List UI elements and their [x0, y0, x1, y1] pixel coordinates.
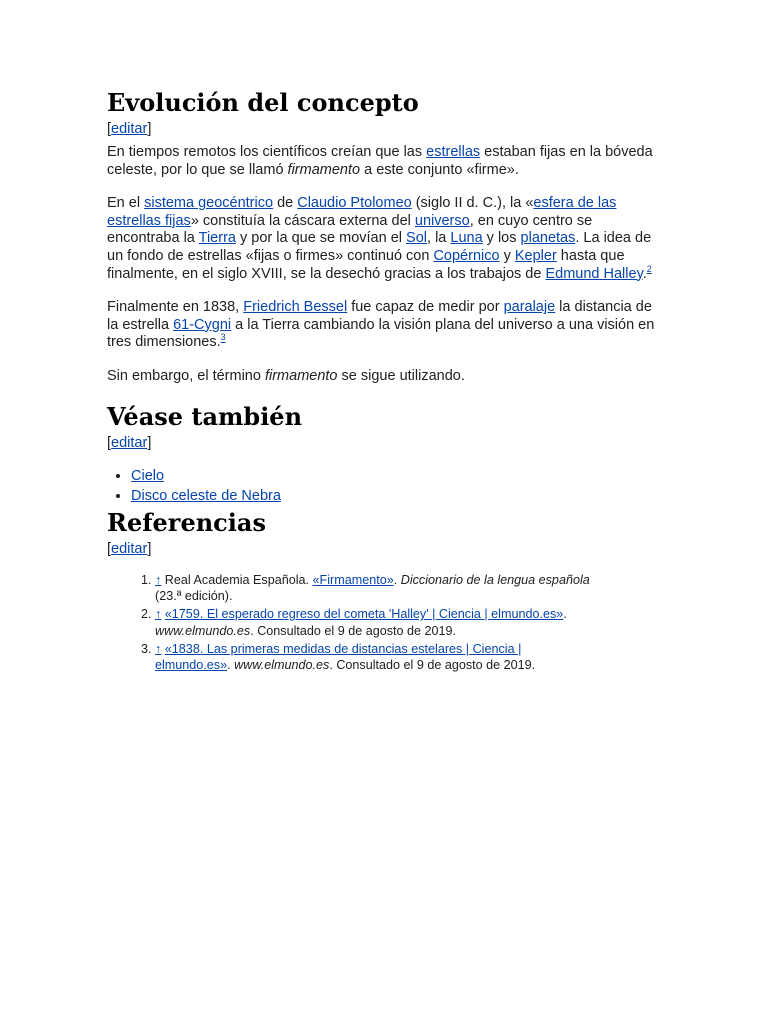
article-content: [107, 88, 655, 675]
link-tierra[interactable]: Tierra: [198, 230, 236, 247]
link-61-cygni[interactable]: 61-Cygni: [173, 316, 232, 333]
paragraph-3: Finalmente en 1838, Friedrich Bessel fue capaz de medir por paralaje la distancia de la estrella 61-Cygni a la Tierra cambiando la visión plana del universo a una visión en tres dimensiones.$^3$: [107, 299, 655, 351]
edit-link-referencias[interactable]: editar: [111, 540, 148, 557]
footnote-ref-3[interactable]: 3: [220, 332, 226, 343]
section-heading-evolucion: Evolución del concepto: [107, 88, 419, 117]
reference-item: 2. ↑ «1759. El esperado regreso del cometa 'Halley' | Ciencia | elmundo.es». www.elmundo.es. Consultado el 9 de agosto de 2019.: [155, 606, 595, 639]
paragraph-2: En el sistema geocéntrico de Claudio Ptolomeo (siglo II d. C.), la «esfera de las estrellas fijas» constituía la cáscara externa del universo, en cuyo centro se encontraba la Tierra y por la que se movían el Sol, la Luna y los planetas. La idea de un fondo de estrellas «fijas o firmes» continuó con Copérnico y Kepler hasta que finalmente, en el siglo XVIII, se la desechó gracias a los trabajos de Edmund Halley.$^2$: [107, 195, 652, 282]
edit-section-link-wrapper: [editar]: [107, 540, 152, 557]
link-planetas[interactable]: planetas: [520, 230, 576, 247]
link-esfera-estrellas-fijas[interactable]: esfera de las estrellas fijas: [107, 195, 617, 229]
see-also-list: [107, 466, 655, 506]
link-cielo[interactable]: Cielo: [131, 467, 165, 484]
link-friedrich-bessel[interactable]: Friedrich Bessel: [243, 299, 348, 316]
reference-link[interactable]: «1838. Las primeras medidas de distancias estelares | Ciencia | elmundo.es»: [155, 641, 522, 673]
link-estrellas[interactable]: estrellas: [426, 144, 481, 160]
link-kepler[interactable]: Kepler: [514, 247, 557, 264]
list-item: [131, 486, 655, 506]
list-item: [131, 466, 655, 486]
link-paralaje[interactable]: paralaje: [503, 299, 556, 316]
paragraph-4: Sin embargo, el término firmamento se sigue utilizando.: [107, 367, 465, 384]
edit-link-evolucion[interactable]: editar: [111, 121, 148, 137]
edit-section-link-wrapper: [editar]: [107, 434, 152, 451]
section-heading-vease-tambien: Véase también: [107, 401, 303, 431]
reference-item: 1. ↑ Real Academia Española. «Firmamento». Diccionario de la lengua española (23.ª edición).: [155, 572, 595, 605]
link-edmund-halley[interactable]: Edmund Halley: [545, 265, 643, 282]
references-list: [107, 572, 595, 674]
link-sistema-geocentrico[interactable]: sistema geocéntrico: [144, 195, 274, 212]
reference-link[interactable]: «Firmamento»: [312, 572, 394, 587]
edit-section-link-wrapper: [editar]: [107, 121, 152, 137]
backlink-arrow[interactable]: ↑: [155, 607, 162, 622]
link-sol[interactable]: Sol: [406, 230, 428, 247]
paragraph-1: En tiempos remotos los científicos creían que las estrellas estaban fijas en la bóveda celeste, por lo que se llamó firmamento a este conjunto «firme».: [107, 144, 653, 178]
backlink-arrow[interactable]: ↑: [155, 641, 162, 656]
link-disco-celeste-nebra[interactable]: Disco celeste de Nebra: [131, 487, 281, 504]
backlink-arrow[interactable]: ↑: [155, 572, 162, 587]
link-copernico[interactable]: Copérnico: [433, 247, 500, 264]
link-claudio-ptolomeo[interactable]: Claudio Ptolomeo: [297, 195, 412, 212]
reference-item: 3. ↑ «1838. Las primeras medidas de distancias estelares | Ciencia | elmundo.es». www.elmundo.es. Consultado el 9 de agosto de 2019.: [155, 641, 595, 674]
link-universo[interactable]: universo: [414, 212, 470, 229]
link-luna[interactable]: Luna: [450, 230, 483, 247]
footnote-ref-2[interactable]: 2: [646, 263, 652, 274]
reference-link[interactable]: «1759. El esperado regreso del cometa 'Halley' | Ciencia | elmundo.es»: [164, 607, 564, 622]
edit-link-vease-tambien[interactable]: editar: [111, 434, 148, 451]
section-heading-referencias: Referencias: [107, 507, 266, 537]
